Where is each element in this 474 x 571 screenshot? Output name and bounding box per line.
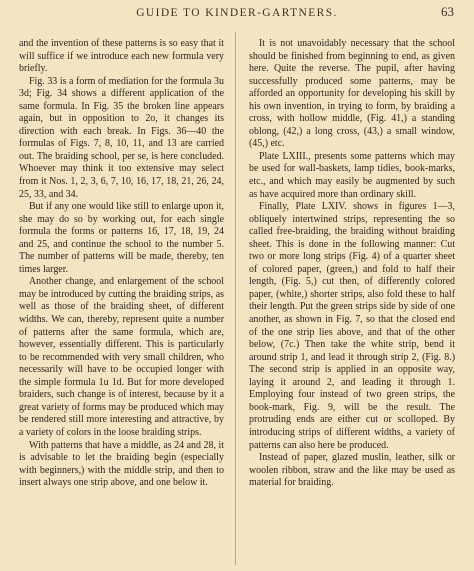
paragraph: Plate LXIII., presents some patterns which may be used for wall-baskets, lamp tidies, book-marks, etc., and which may easily be augmented by such as have acquired more than ordinary skill. bbox=[249, 150, 455, 200]
paragraph: It is not unavoidably necessary that the school should be finished from beginning to end, as given here. Quite the reverse. The pupil, after having successfully produced some patterns, may be afforded an opportunity for developing his skill by his own invention, in trying to form, by braiding a cross, with hollow middle, (Fig. 41,) a standing oblong, (42,) a long cross, (43,) a small window, (45,) etc. bbox=[249, 38, 455, 150]
paragraph: and the invention of these patterns is so easy that it will suffice if we introduce each new formula very briefly. bbox=[19, 38, 224, 75]
paragraph: Instead of paper, glazed muslin, leather, silk or woolen ribbon, straw and the like may be used as material for braiding. bbox=[249, 452, 455, 489]
page-number: 63 bbox=[441, 4, 454, 19]
left-column bbox=[19, 38, 224, 490]
paragraph: Another change, and enlargement of the school may be introduced by cutting the braiding strips, as well as those of the braiding sheet, of different widths. We can, thereby, represent quite a number of patterns after the same formula, which are, however, essentially different. This is particularly to be recommended with very small children, who necessarily will have to be occupied longer with the simple formula 1u 1d. But for more developed braiders, such change is of interest, because by it a great variety of forms may be produced which may be rendered still more interesting and attractive, by a variety of colors in the loose braiding strips. bbox=[19, 276, 224, 438]
paragraph: Fig. 33 is a form of mediation for the formula 3u 3d; Fig. 34 shows a different application of the same formula. In Fig. 35 the broken line appears again, but in opposition to 2o, it changes its direction with each break. In Figs. 36—40 the formulas of Figs. 7, 8, 10, 11, and 13 are carried out. The braiding school, per se, is here concluded. Whoever may think it too extensive may select from it Nos. 1, 2, 3, 6, 7, 10, 16, 17, 18, 21, 26, 24, 25, 33, and 34. bbox=[19, 75, 224, 200]
right-column bbox=[249, 38, 455, 490]
running-head: GUIDE TO KINDER-GARTNERS. bbox=[136, 7, 338, 19]
paragraph: Finally, Plate LXIV. shows in figures 1—3, obliquely intertwined strips, representing the so called free-braiding, the braiding without braiding sheet. This is done in the following manner: Cut two or more long strips (Fig. 4) of a quarter sheet of colored paper, (green,) and fold to half their length, (Fig. 5,) cut then, of differently colored paper, (white,) shorter strips, also fold these to half their length. Put the green strips side by side of one another, as shown in Fig. 7, so that the closed end of the one strip lies above, and that of the other below, (7c.) Then take the white strip, bend it around strip 1, and lead it through strip 2, (Fig. 8.) The second strip is applied in an opposite way, laying it around 2, and leading it through 1. Employing four instead of two green strips, the book-mark, Fig. 9, will be the result. The protruding ends are either cut or scolloped. By introducing strips of different widths, a variety of patterns can also here be produced. bbox=[249, 201, 455, 451]
paragraph: With patterns that have a middle, as 24 and 28, it is advisable to let the braiding begin (especially with beginners,) with the middle strip, and then to insert always one strip above, and one below it. bbox=[19, 439, 224, 489]
page-header bbox=[0, 4, 474, 26]
paragraph: But if any one would like still to enlarge upon it, she may do so by working out, for each single formula the forms or patterns 16, 17, 18, 19, 24 and 25, and continue the school to the number 5. The number of patterns will be made, thereby, ten times larger. bbox=[19, 201, 224, 275]
column-divider bbox=[235, 32, 236, 565]
